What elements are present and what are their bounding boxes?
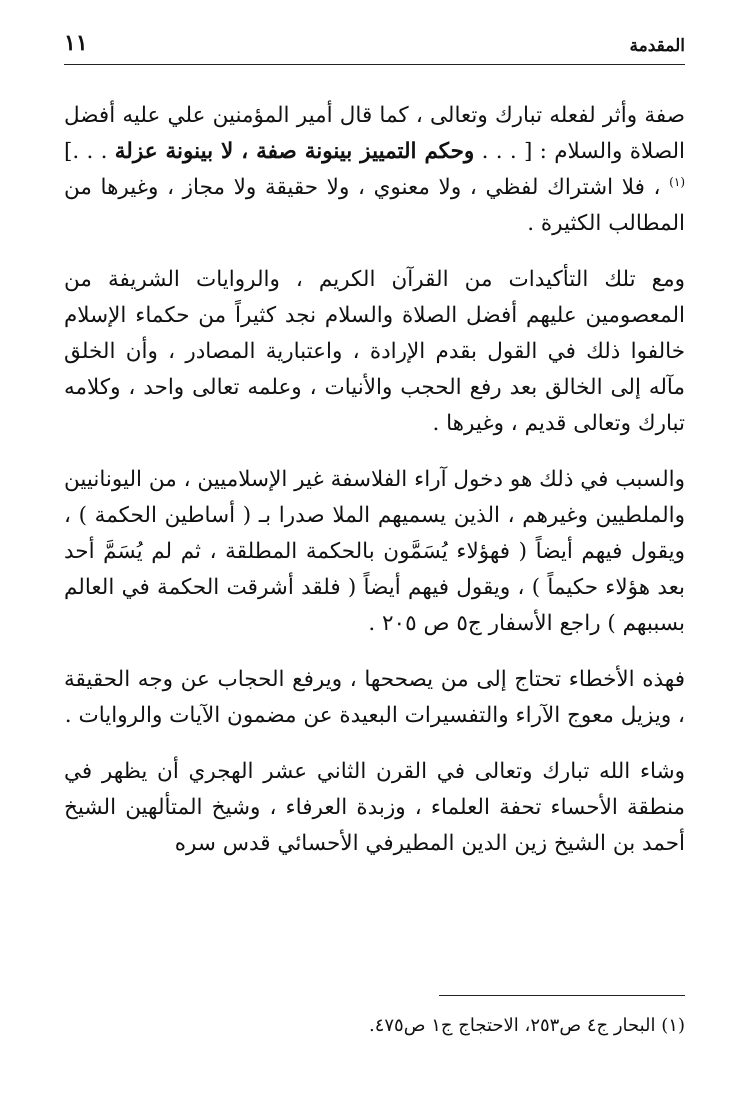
footnote-reference: (١): [669, 174, 685, 189]
page-header: [64, 30, 685, 65]
quoted-saying: وحكم التمييز بينونة صفة ، لا بينونة عزلة: [114, 139, 475, 164]
paragraph-1-text-b: . . .]: [64, 139, 115, 164]
paragraph-3: والسبب في ذلك هو دخول آراء الفلاسفة غير الإسلاميين ، من اليونانيين والملطيين وغيرهم ، الذين يسميهم الملا صدرا بـ ( أساطين الحكمة ) ، ويقول فيهم أيضاً ( فهؤلاء يُسَمَّون بالحكمة المطلقة ، ثم لم يُسَمَّ أحد بعد هؤلاء حكيماً ) ، ويقول فيهم أيضاً ( فلقد أشرقت الحكمة في العالم بسببهم ) راجع الأسفار ج٥ ص ٢٠٥ .: [64, 467, 685, 636]
paragraph-2: ومع تلك التأكيدات من القرآن الكريم ، والروايات الشريفة من المعصومين عليهم أفضل الصلاة والسلام نجد كثيراً من حكماء الإسلام خالفوا ذلك في القول بقدم الإرادة ، واعتبارية المصادر ، وأن الخلق مآله إلى الخالق بعد رفع الحجب والأنيات ، وعلمه تعالى واحد ، وكلامه تبارك وتعالى قديم ، وغيرها .: [64, 267, 685, 436]
footnote-divider: [439, 995, 685, 996]
paragraph-1-text-c: ، فلا اشتراك لفظي ، ولا معنوي ، ولا حقيقة ولا مجاز ، وغيرها من المطالب الكثيرة .: [64, 175, 685, 236]
paragraph-4: فهذه الأخطاء تحتاج إلى من يصححها ، ويرفع الحجاب عن وجه الحقيقة ، ويزيل معوج الآراء والتفسيرات البعيدة عن مضمون الآيات والروايات .: [64, 667, 685, 728]
paragraph-1: [64, 98, 685, 242]
page-number: ١١: [64, 30, 88, 56]
running-title: المقدمة: [629, 36, 685, 56]
paragraph-1-text-a: صفة وأثر لفعله تبارك وتعالى ، كما قال أمير المؤمنين علي عليه أفضل الصلاة والسلام : [ . . .: [64, 103, 685, 164]
paragraph-5: وشاء الله تبارك وتعالى في القرن الثاني عشر الهجري أن يظهر في منطقة الأحساء تحفة العلماء ، وزبدة العرفاء ، وشيخ المتألهين الشيخ أحمد بن الشيخ زين الدين المطيرفي الأحسائي قدس سره: [64, 759, 685, 856]
footnote: (١) البحار ج٤ ص٢٥٣، الاحتجاج ج١ ص٤٧٥.: [368, 1015, 685, 1036]
page-body: [64, 98, 685, 882]
